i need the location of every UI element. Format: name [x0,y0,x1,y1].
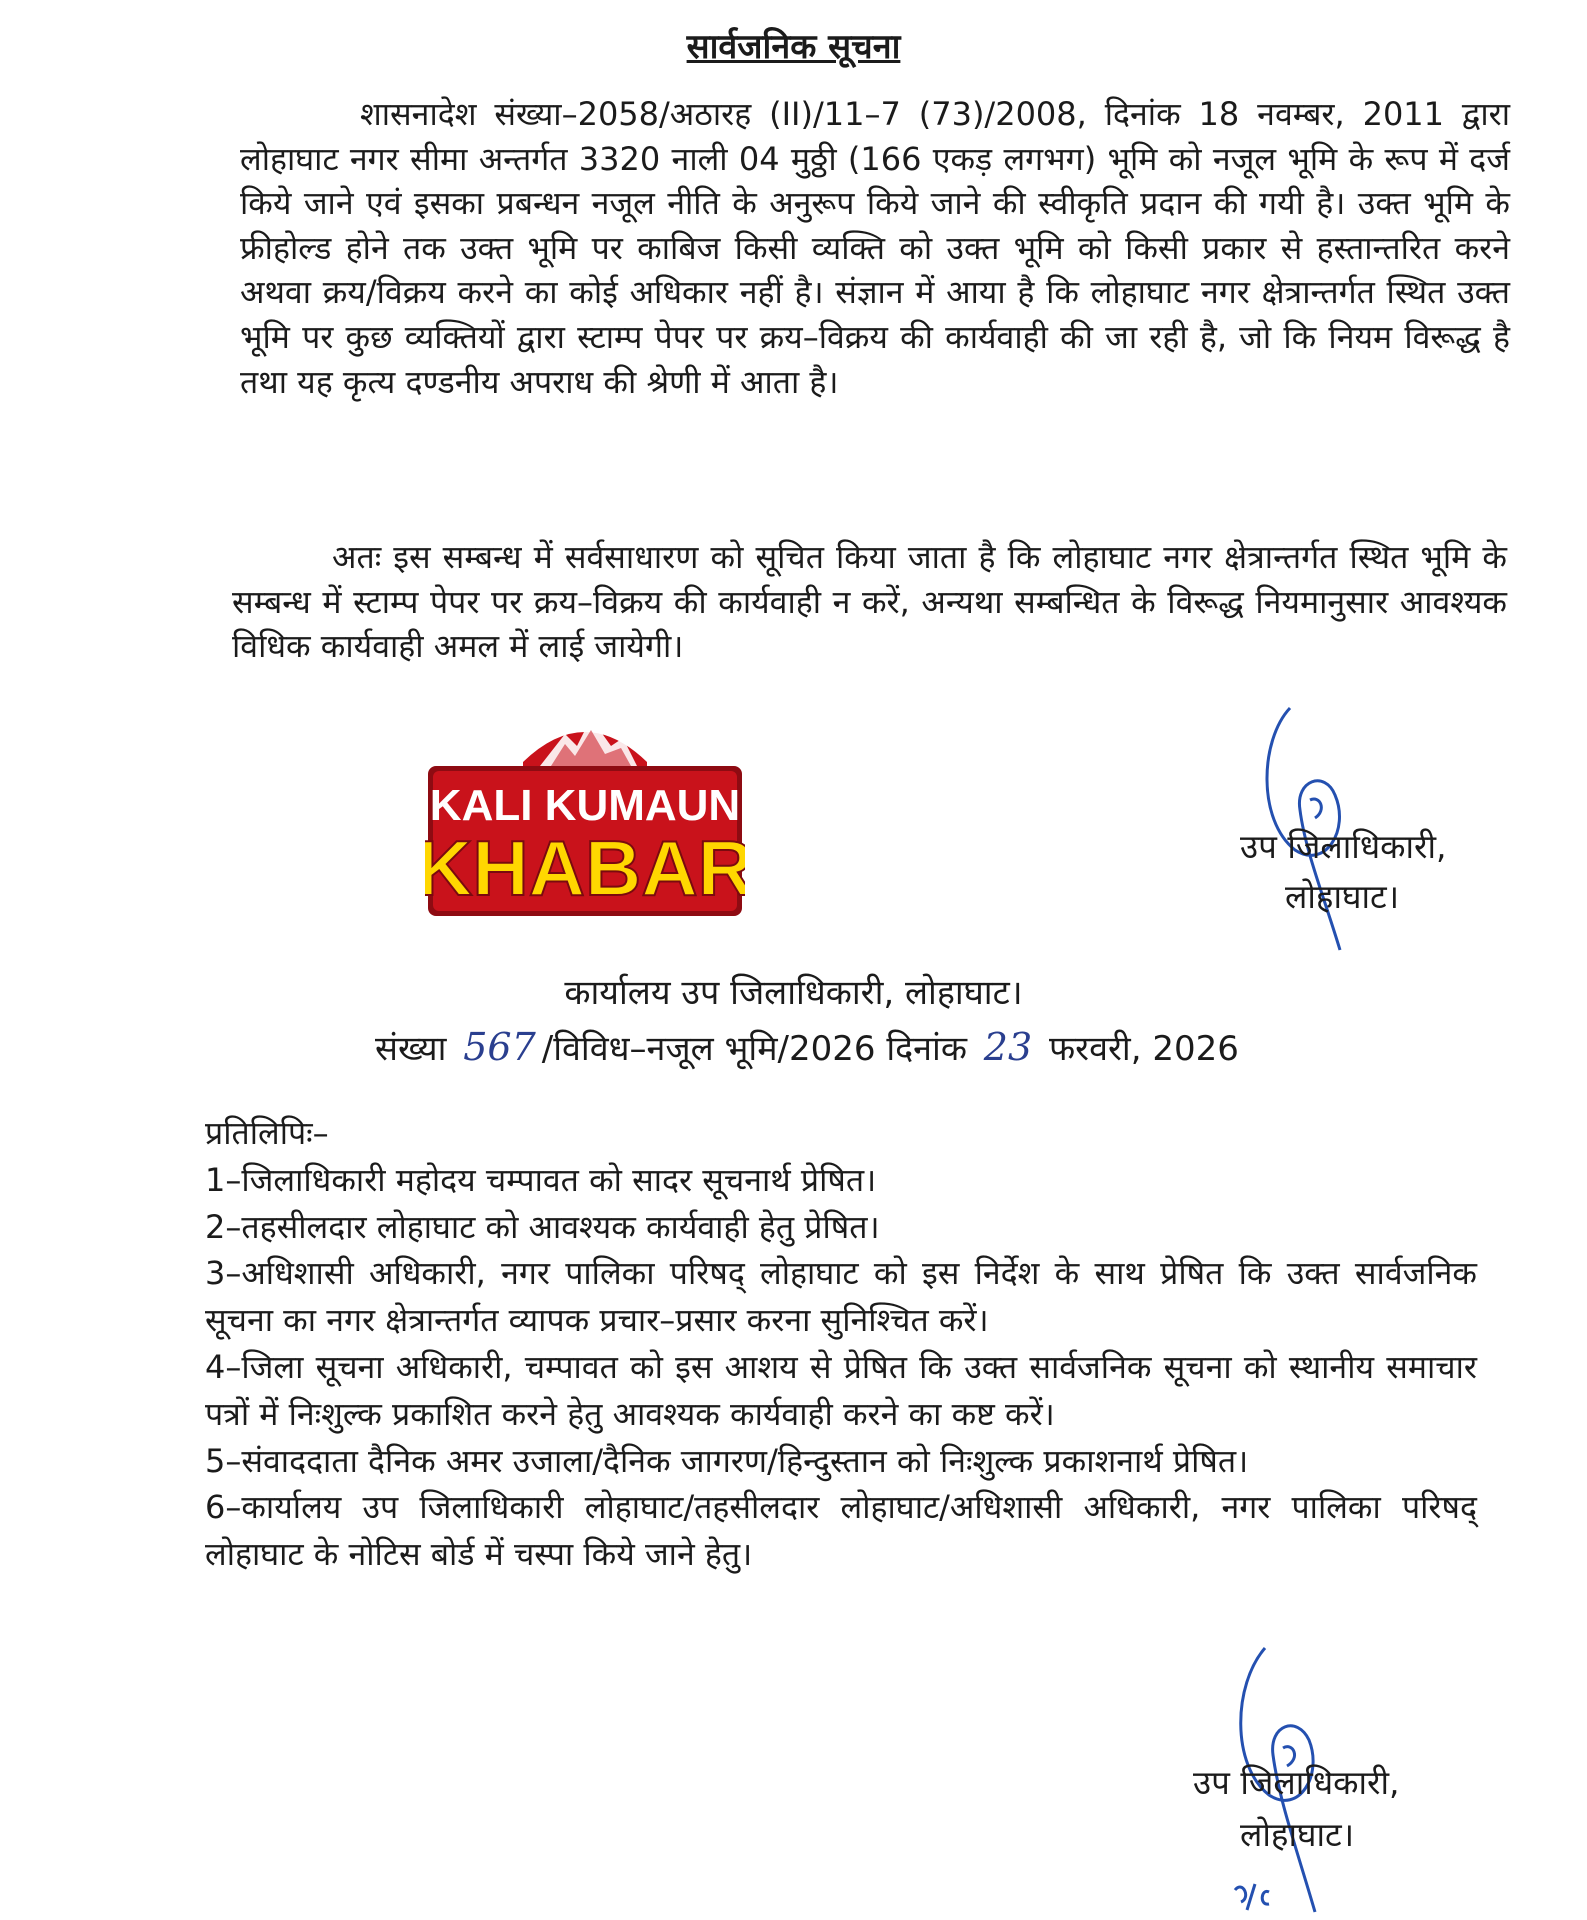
copy-to-item-2: 2–तहसीलदार लोहाघाट को आवश्यक कार्यवाही हेतु प्रेषित। [205,1207,880,1246]
copy-to-section [205,1110,1477,1578]
office-header: कार्यालय उप जिलाधिकारी, लोहाघाट। [564,973,1023,1013]
notice-paragraph-1: शासनादेश संख्या–2058/अठारह (II)/11–7 (73)/2008, दिनांक 18 नवम्बर, 2011 द्वारा लोहाघाट नगर सीमा अन्तर्गत 3320 नाली 04 मुठ्ठी (166 एकड़ लगभग) भूमि को नजूल भूमि के रूप में दर्ज किये जाने एवं इसका प्रबन्धन नजूल नीति के अनुरूप किये जाने की स्वीकृति प्रदान की गयी है। उक्त भूमि के फ्रीहोल्ड होने तक उक्त भूमि पर काबिज किसी व्यक्ति को उक्त भूमि को किसी प्रकार से हस्तान्तरित करने अथवा क्रय/विक्रय करने का कोई अधिकार नहीं है। संज्ञान में आया है कि लोहाघाट नगर क्षेत्रान्तर्गत स्थित उक्त भूमि पर कुछ व्यक्तियों द्वारा स्टाम्प पेपर पर क्रय–विक्रय की कार्यवाही की जा रही है, जो कि नियम विरूद्ध है तथा यह कृत्य दण्डनीय अपराध की श्रेणी में आता है। [240,95,1510,401]
notice-title: सार्वजनिक सूचना [686,27,901,67]
notice-paragraph-2: अतः इस सम्बन्ध में सर्वसाधारण को सूचित किया जाता है कि लोहाघाट नगर क्षेत्रान्तर्गत स्थित भूमि के सम्बन्ध में स्टाम्प पेपर पर क्रय–विक्रय की कार्यवाही न करें, अन्यथा सम्बन्धित के विरूद्ध नियमानुसार आवश्यक विधिक कार्यवाही अमल में लाई जायेगी। [232,538,1507,666]
copy-to-item-3: 3–अधिशासी अधिकारी, नगर पालिका परिषद् लोहाघाट को इस निर्देश के साथ प्रेषित कि उक्त सार्वजनिक सूचना का नगर क्षेत्रान्तर्गत व्यापक प्रचार–प्रसार करना सुनिश्चित करें। [205,1254,1477,1340]
copy-to-item-1: 1–जिलाधिकारी महोदय चम्पावत को सादर सूचनार्थ प्रेषित। [205,1160,877,1199]
signature-1-place: लोहाघाट। [1285,877,1400,916]
kali-kumaun-khabar-logo [425,700,745,920]
signature-1-designation: उप जिलाधिकारी, [1240,827,1447,866]
logo-line-2: KHABAR [425,824,745,912]
reference-line [375,1024,1239,1070]
signature-2-place: लोहाघाट। [1240,1815,1355,1854]
copy-to-item-6: 6–कार्यालय उप जिलाधिकारी लोहाघाट/तहसीलदार लोहाघाट/अधिशासी अधिकारी, नगर पालिका परिषद् लोहाघाट के नोटिस बोर्ड में चस्पा किये जाने हेतु। [205,1488,1477,1574]
reference-suffix: फरवरी, 2026 [1048,1029,1239,1069]
copy-to-item-4: 4–जिला सूचना अधिकारी, चम्पावत को इस आशय से प्रेषित कि उक्त सार्वजनिक सूचना को स्थानीय समाचार पत्रों में निःशुल्क प्रकाशित करने हेतु आवश्यक कार्यवाही करने का कष्ट करें। [205,1347,1477,1433]
logo-line-1: KALI KUMAUN [429,781,741,830]
reference-prefix: संख्या [375,1029,447,1069]
copy-to-heading: प्रतिलिपिः– [205,1114,329,1152]
copy-to-item-5: 5–संवाददाता दैनिक अमर उजाला/दैनिक जागरण/हिन्दुस्तान को निःशुल्क प्रकाशनार्थ प्रेषित। [205,1441,1249,1480]
reference-number: 567 [463,1025,536,1069]
signature-2-designation: उप जिलाधिकारी, [1193,1763,1400,1802]
reference-day: 23 [983,1025,1033,1069]
reference-middle: /विविध–नजूल भूमि/2026 दिनांक [541,1029,967,1069]
